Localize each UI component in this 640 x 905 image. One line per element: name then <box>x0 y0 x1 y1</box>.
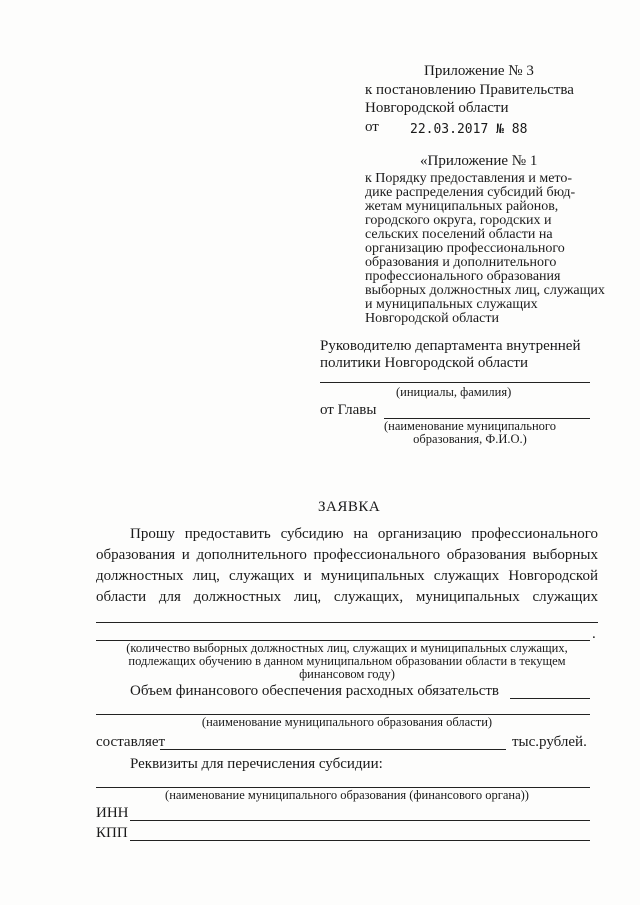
requisites-label: Реквизиты для перечисления субсидии: <box>130 756 383 772</box>
amount-label: составляет <box>96 734 166 750</box>
muni-caption-line-2: образования, Ф.И.О.) <box>413 432 527 446</box>
amount-unit: тыс.рублей. <box>512 734 587 750</box>
count-line-1 <box>96 622 598 623</box>
addressee-line-1: Руководителю департамента внутренней <box>320 338 581 354</box>
appendix1-title: «Приложение № 1 <box>420 153 538 169</box>
appendix1-line: и муниципальных служащих <box>365 297 538 312</box>
finance-caption: (наименование муниципального образования (финансового органа)) <box>165 788 529 802</box>
count-period: . <box>592 626 596 642</box>
muni-region-caption: (наименование муниципального образования области) <box>201 715 493 729</box>
paragraph-line-4: области для должностных лиц, служащих, муниципальных служащих <box>96 589 598 605</box>
from-label: от <box>365 119 379 135</box>
appendix1-line: городского округа, городских и <box>365 213 552 228</box>
paragraph-line-3: должностных лиц, служащих и муниципальных служащих Новгородской <box>96 568 598 584</box>
muni-caption-line-1: (наименование муниципального <box>383 419 557 433</box>
appendix1-line: дике распределения субсидий бюд- <box>365 185 576 200</box>
addressee-name-line <box>320 382 590 383</box>
appendix1-line: образования и дополнительного <box>365 255 557 270</box>
appendix1-line: жетам муниципальных районов, <box>365 199 559 214</box>
volume-line <box>510 698 590 699</box>
document-title: ЗАЯВКА <box>318 499 381 515</box>
muni-caption <box>360 420 580 446</box>
paragraph-line-1: Прошу предоставить субсидию на организацию профессионального <box>130 526 598 542</box>
appendix1-line: сельских поселений области на <box>365 227 553 242</box>
appendix1-line: выборных должностных лиц, служащих <box>365 283 605 298</box>
amount-line <box>160 749 506 750</box>
appendix1-line: профессионального образования <box>365 269 561 284</box>
initials-caption: (инициалы, фамилия) <box>396 385 512 399</box>
appendix1-text <box>365 171 605 326</box>
appendix-number: Приложение № 3 <box>424 63 534 79</box>
count-caption <box>96 642 598 681</box>
volume-label: Объем финансового обеспечения расходных обязательств <box>130 683 500 699</box>
count-caption-line-2: подлежащих обучению в данном муниципальном образовании области в текущем <box>128 654 566 668</box>
count-caption-line-3: финансовом году) <box>299 667 395 681</box>
head-from-label: от Главы <box>320 402 377 418</box>
region-line: Новгородской области <box>365 100 509 116</box>
addressee-line-2: политики Новгородской области <box>320 355 528 371</box>
resolution-line: к постановлению Правительства <box>365 82 574 98</box>
appendix1-line: к Порядку предоставления и мето- <box>365 171 572 186</box>
date-number: 22.03.2017 № 88 <box>410 122 528 137</box>
kpp-line <box>130 840 590 841</box>
inn-line <box>130 820 590 821</box>
paragraph-line-2: образования и дополнительного профессионального образования выборных <box>96 547 598 563</box>
appendix1-line: Новгородской области <box>365 311 499 326</box>
count-caption-line-1: (количество выборных должностных лиц, служащих и муниципальных служащих, <box>126 641 568 655</box>
appendix1-line: организацию профессионального <box>365 241 565 256</box>
inn-label: ИНН <box>96 805 129 821</box>
kpp-label: КПП <box>96 825 128 841</box>
